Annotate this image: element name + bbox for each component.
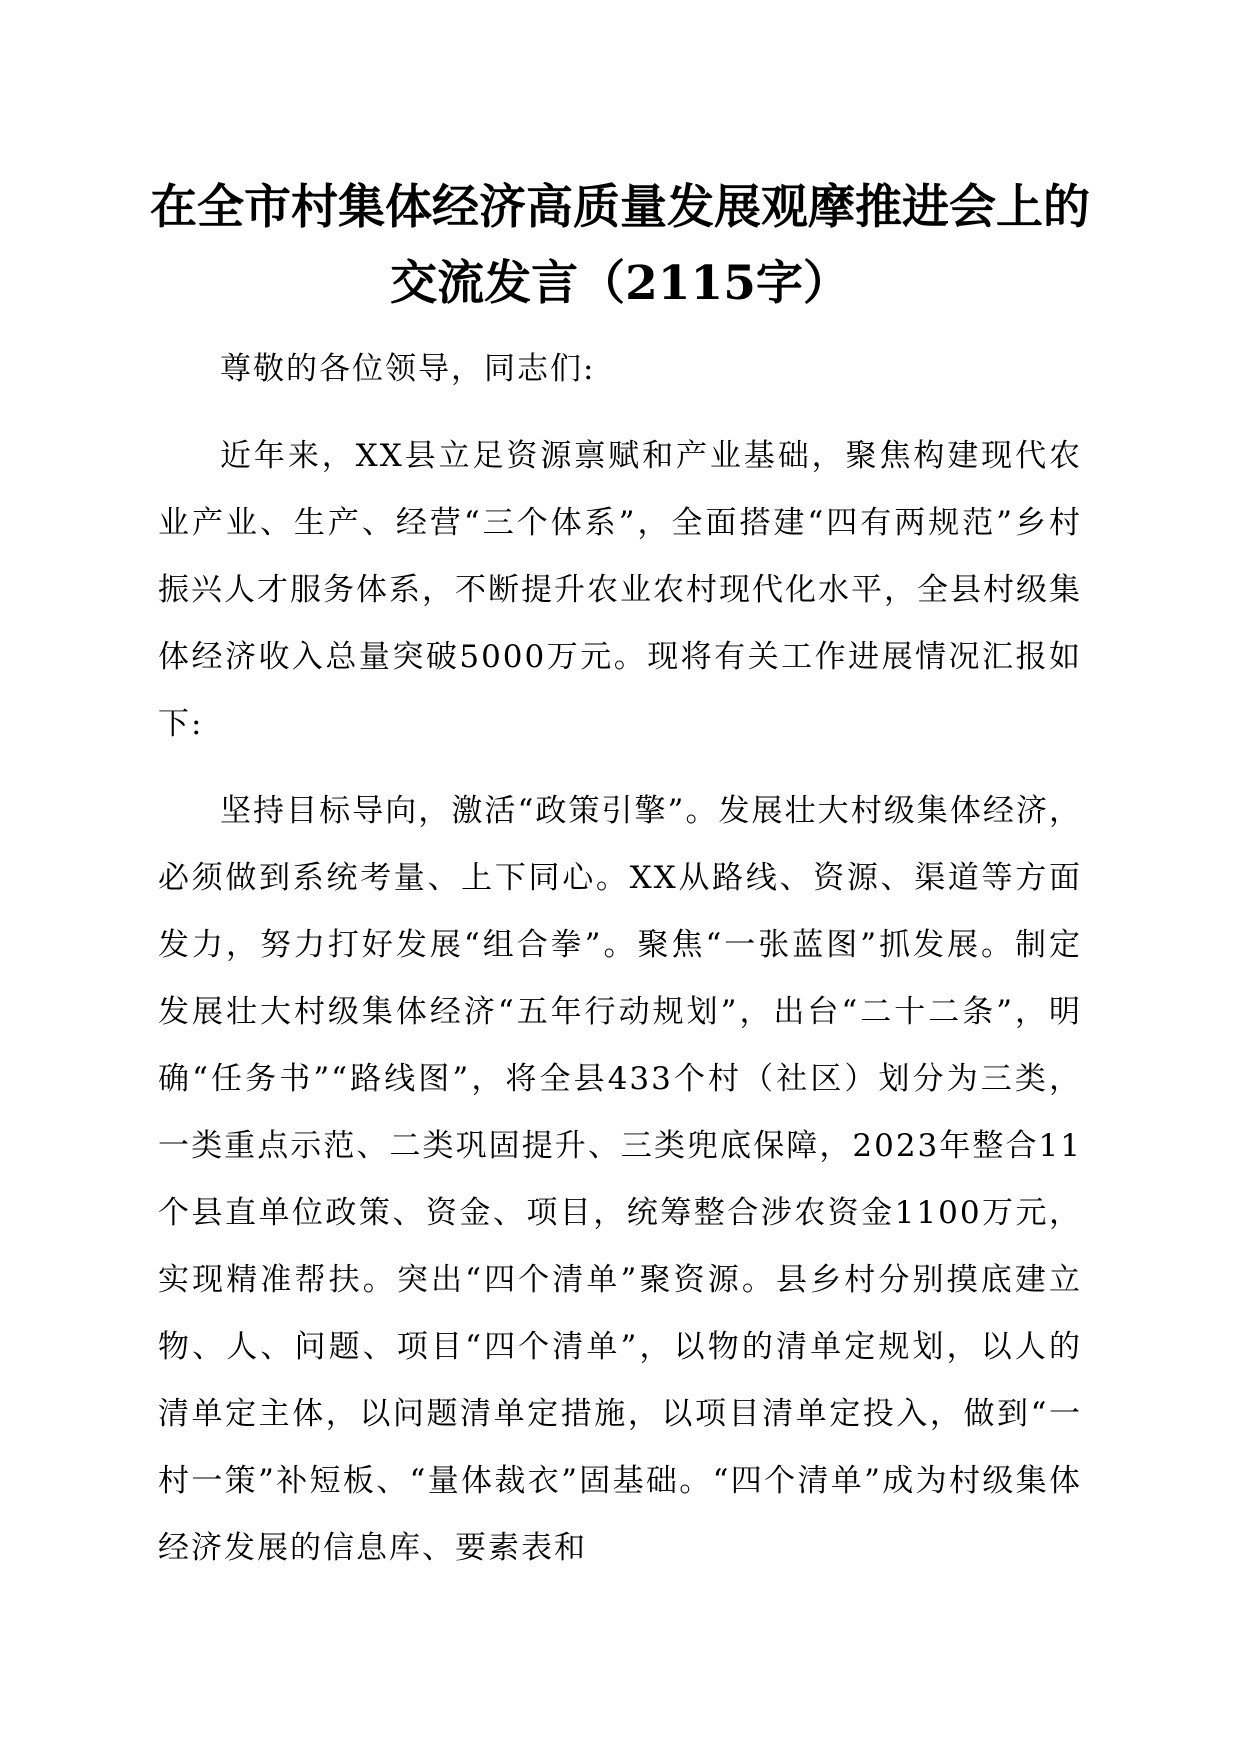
title-line-1: 在全市村集体经济高质量发展观摩推进会上的: [150, 180, 1090, 235]
greeting: 尊敬的各位领导，同志们:: [220, 351, 596, 387]
document-title: [150, 170, 1090, 322]
paragraph-intro: 近年来，XX县立足资源禀赋和产业基础，聚焦构建现代农业产业、生产、经营“三个体系”，全面搭建“四有两规范”乡村振兴人才服务体系，不断提升农业农村现代化水平，全县村级集体经济收入总量突破5000万元。现将有关工作进展情况汇报如下:: [158, 438, 1082, 742]
document-body: [158, 336, 1082, 1582]
title-line-2: 交流发言（2115字）: [390, 256, 850, 311]
paragraph-policy-engine: 坚持目标导向，激活“政策引擎”。发展壮大村级集体经济，必须做到系统考量、上下同心。XX从路线、资源、渠道等方面发力，努力打好发展“组合拳”。聚焦“一张蓝图”抓发展。制定发展壮大村级集体经济“五年行动规划”，出台“二十二条”，明确“任务书”“路线图”，将全县433个村（社区）划分为三类，一类重点示范、二类巩固提升、三类兜底保障，2023年整合11个县直单位政策、资金、项目，统筹整合涉农资金1100万元，实现精准帮扶。突出“四个清单”聚资源。县乡村分别摸底建立物、人、问题、项目“四个清单”，以物的清单定规划，以人的清单定主体，以问题清单定措施，以项目清单定投入，做到“一村一策”补短板、“量体裁衣”固基础。“四个清单”成为村级集体经济发展的信息库、要素表和: [158, 793, 1082, 1566]
